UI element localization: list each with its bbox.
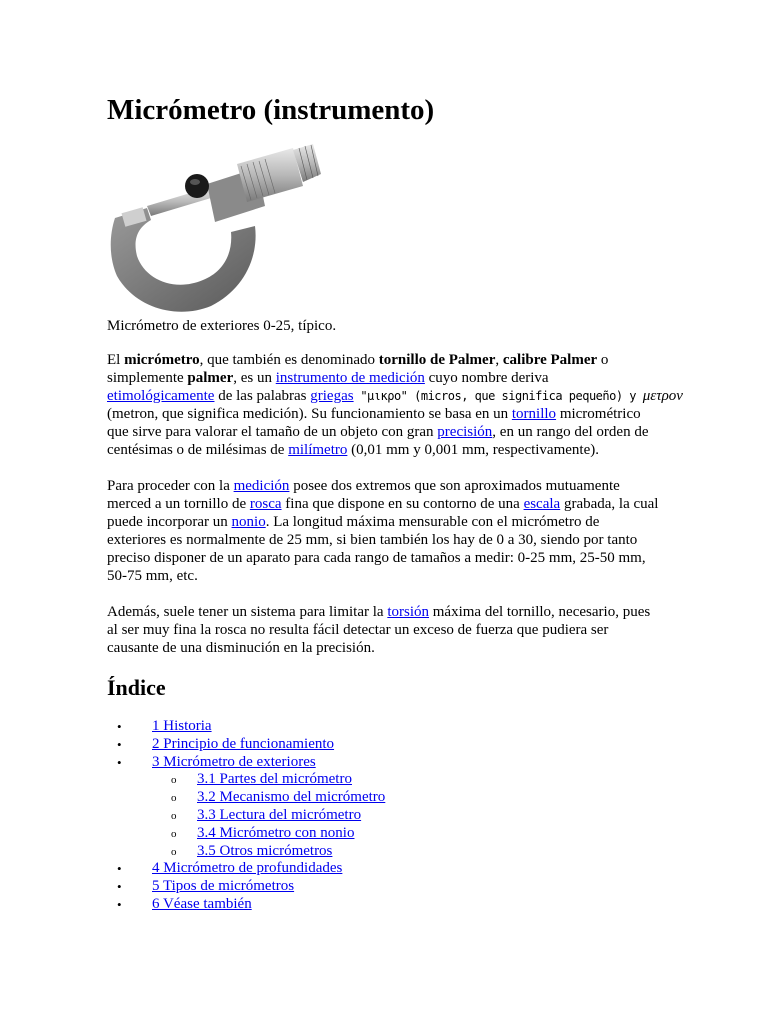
link-escala[interactable]: escala <box>523 496 561 512</box>
bullet-icon: • <box>117 736 122 752</box>
toc-link-otros[interactable]: 3.5 Otros micrómetros <box>197 842 333 859</box>
bullet-icon: • <box>117 754 122 770</box>
toc-link-nonio[interactable]: 3.4 Micrómetro con nonio <box>197 824 355 841</box>
toc-link-lectura[interactable]: 3.3 Lectura del micrómetro <box>197 806 362 823</box>
toc-link-tipos[interactable]: 5 Tipos de micrómetros <box>152 878 295 895</box>
page-title: Micrómetro (instrumento) <box>107 94 435 126</box>
link-tornillo[interactable]: tornillo <box>511 406 557 422</box>
line: Además, suele tener un sistema para limitar la torsión máxima del tornillo, necesario, pues <box>107 604 651 620</box>
toc-link-exteriores[interactable]: 3 Micrómetro de exteriores <box>152 753 316 770</box>
line: 50-75 mm, etc. <box>107 568 198 584</box>
toc-link-mecanismo[interactable]: 3.2 Mecanismo del micrómetro <box>197 789 386 806</box>
link-nonio[interactable]: nonio <box>231 514 266 530</box>
micrometer-icon <box>107 140 327 315</box>
line: El micrómetro, que también es denominado tornillo de Palmer, calibre Palmer o <box>107 352 609 368</box>
link-rosca[interactable]: rosca <box>249 496 282 512</box>
line: (metron, que significa medición). Su funcionamiento se basa en un tornillo micrométrico <box>107 406 641 422</box>
link-etimologicamente[interactable]: etimológicamente <box>107 388 215 404</box>
micrometer-photo <box>107 140 327 315</box>
circle-bullet-icon: o <box>171 774 177 787</box>
torsion-paragraph <box>107 603 667 657</box>
bullet-icon: • <box>117 879 122 895</box>
line: al ser muy fina la rosca no resulta fácil detectar un exceso de fuerza que pudiera ser <box>107 622 609 638</box>
link-precision[interactable]: precisión <box>437 424 493 440</box>
circle-bullet-icon: o <box>171 845 177 858</box>
bullet-icon: • <box>117 861 122 877</box>
line: etimológicamente de las palabras griegas "μικρο" (micros, que significa pequeño) y μετρον <box>107 388 683 404</box>
line: simplemente palmer, es un instrumento de medición cuyo nombre deriva <box>107 370 549 386</box>
link-medicion[interactable]: medición <box>233 478 290 494</box>
toc-link-profundidades[interactable]: 4 Micrómetro de profundidades <box>152 860 343 877</box>
line: exteriores es normalmente de 25 mm, si bien también los hay de 0 a 30, siendo por tanto <box>107 532 638 548</box>
line: puede incorporar un nonio. La longitud máxima mensurable con el micrómetro de <box>107 514 600 530</box>
line: preciso disponer de un aparato para cada rango de tamaños a medir: 0-25 mm, 25-50 mm, <box>107 550 646 566</box>
line: merced a un tornillo de rosca fina que dispone en su contorno de una escala grabada, la cual <box>107 496 659 512</box>
bullet-icon: • <box>117 719 122 734</box>
line: centésimas o de milésimas de milímetro (0,01 mm y 0,001 mm, respectivamente). <box>107 442 599 458</box>
toc-link-historia[interactable]: 1 Historia <box>152 718 212 734</box>
figure-caption: Micrómetro de exteriores 0-25, típico. <box>107 318 337 334</box>
circle-bullet-icon: o <box>171 809 177 822</box>
measurement-paragraph <box>107 477 667 585</box>
link-griegas[interactable]: griegas <box>310 388 354 404</box>
circle-bullet-icon: o <box>171 792 177 805</box>
line: Para proceder con la medición posee dos extremos que son aproximados mutuamente <box>107 478 620 494</box>
line: causante de una disminución en la precisión. <box>107 640 375 656</box>
toc-link-vease[interactable]: 6 Véase también <box>152 895 252 912</box>
link-torsion[interactable]: torsión <box>387 604 429 620</box>
toc-link-principio[interactable]: 2 Principio de funcionamiento <box>152 735 335 752</box>
bullet-icon: • <box>117 896 122 912</box>
intro-paragraph <box>107 351 683 459</box>
toc-heading: Índice <box>107 675 166 700</box>
link-instrumento-de-medicion[interactable]: instrumento de medición <box>275 370 425 386</box>
link-milimetro[interactable]: milímetro <box>288 442 348 458</box>
line: que sirve para valorar el tamaño de un objeto con gran precisión, en un rango del orden de <box>107 424 649 440</box>
circle-bullet-icon: o <box>171 827 177 840</box>
toc-link-partes[interactable]: 3.1 Partes del micrómetro <box>197 771 352 788</box>
